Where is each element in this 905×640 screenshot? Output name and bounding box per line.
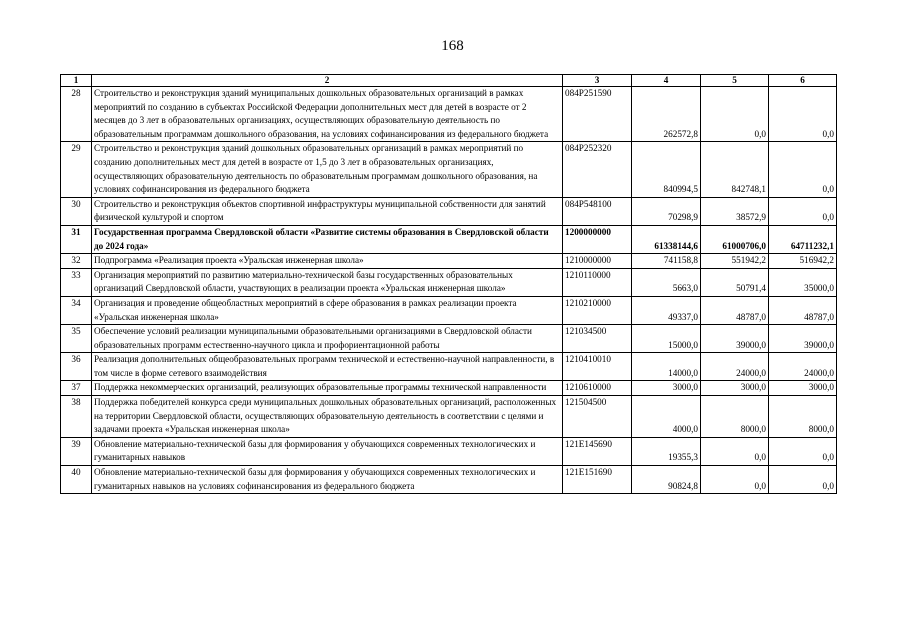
table-row	[61, 381, 837, 396]
value-col-5: 0,0	[701, 466, 769, 494]
value-col-5: 38572,9	[701, 197, 769, 225]
row-description: Подпрограмма «Реализация проекта «Уральская инженерная школа»	[92, 254, 563, 269]
value-col-6: 39000,0	[769, 325, 837, 353]
row-code: 121E145690	[563, 437, 632, 465]
header-cell: 5	[701, 75, 769, 87]
header-cell: 1	[61, 75, 92, 87]
value-col-5: 61000706,0	[701, 225, 769, 253]
table-header-row	[61, 75, 837, 87]
value-col-4: 4000,0	[632, 396, 701, 438]
table-row	[61, 325, 837, 353]
value-col-6: 0,0	[769, 437, 837, 465]
row-description: Организация мероприятий по развитию материально-технической базы государственных образовательных организаций Свердловской области, участвующих в реализации проекта «Уральская инженерная школа»	[92, 268, 563, 296]
row-code: 121504500	[563, 396, 632, 438]
value-col-6: 516942,2	[769, 254, 837, 269]
row-description: Строительство и реконструкция зданий муниципальных дошкольных образовательных организаций в рамках мероприятий по созданию в субъектах Российской Федерации дополнительных мест для детей в возрасте от 2 месяцев до 3 лет в образовательных организациях, осуществляющих образовательную деятельность по образовательным программам дошкольного образования, на условиях софинансирования из федерального бюджета	[92, 87, 563, 142]
page-number: 168	[441, 38, 464, 54]
value-col-4: 61338144,6	[632, 225, 701, 253]
row-description: Поддержка победителей конкурса среди муниципальных дошкольных образовательных организаций, расположенных на территории Свердловской области, осуществляющих образовательную деятельность в соответствии с целями и задачами проекта «Уральская инженерная школа»	[92, 396, 563, 438]
row-description: Поддержка некоммерческих организаций, реализующих образовательные программы технической направленности	[92, 381, 563, 396]
row-number: 30	[61, 197, 92, 225]
budget-table	[60, 74, 837, 494]
row-number: 36	[61, 353, 92, 381]
row-number: 33	[61, 268, 92, 296]
header-cell: 6	[769, 75, 837, 87]
value-col-6: 0,0	[769, 142, 837, 197]
table-row	[61, 254, 837, 269]
row-description: Обновление материально-технической базы для формирования у обучающихся современных технологических и гуманитарных навыков	[92, 437, 563, 465]
row-number: 39	[61, 437, 92, 465]
value-col-5: 0,0	[701, 437, 769, 465]
value-col-5: 3000,0	[701, 381, 769, 396]
value-col-5: 50791,4	[701, 268, 769, 296]
value-col-6: 3000,0	[769, 381, 837, 396]
table-row	[61, 466, 837, 494]
row-code: 1210610000	[563, 381, 632, 396]
table-row	[61, 197, 837, 225]
row-description: Реализация дополнительных общеобразовательных программ технической и естественно-научной направленности, в том числе в форме сетевого взаимодействия	[92, 353, 563, 381]
value-col-6: 64711232,1	[769, 225, 837, 253]
value-col-4: 70298,9	[632, 197, 701, 225]
table-row	[61, 268, 837, 296]
value-col-5: 842748,1	[701, 142, 769, 197]
value-col-4: 5663,0	[632, 268, 701, 296]
header-cell: 2	[92, 75, 563, 87]
row-number: 31	[61, 225, 92, 253]
value-col-4: 840994,5	[632, 142, 701, 197]
table-row	[61, 296, 837, 324]
value-col-6: 24000,0	[769, 353, 837, 381]
value-col-6: 0,0	[769, 197, 837, 225]
value-col-5: 8000,0	[701, 396, 769, 438]
value-col-5: 48787,0	[701, 296, 769, 324]
row-code: 121E151690	[563, 466, 632, 494]
table-row	[61, 142, 837, 197]
value-col-5: 24000,0	[701, 353, 769, 381]
row-number: 29	[61, 142, 92, 197]
value-col-6: 8000,0	[769, 396, 837, 438]
row-description: Строительство и реконструкция зданий дошкольных образовательных организаций в рамках мероприятий по созданию дополнительных мест для детей в возрасте от 1,5 до 3 лет в образовательных организациях, осуществляющих образовательную деятельность по образовательным программам дошкольного образования, на условиях софинансирования из федерального бюджета	[92, 142, 563, 197]
header-cell: 3	[563, 75, 632, 87]
value-col-5: 551942,2	[701, 254, 769, 269]
row-code: 084P252320	[563, 142, 632, 197]
value-col-4: 262572,8	[632, 87, 701, 142]
value-col-6: 48787,0	[769, 296, 837, 324]
value-col-4: 15000,0	[632, 325, 701, 353]
header-cell: 4	[632, 75, 701, 87]
value-col-6: 35000,0	[769, 268, 837, 296]
value-col-4: 14000,0	[632, 353, 701, 381]
value-col-4: 90824,8	[632, 466, 701, 494]
row-code: 084P548100	[563, 197, 632, 225]
row-description: Строительство и реконструкция объектов спортивной инфраструктуры муниципальной собственности для занятий физической культурой и спортом	[92, 197, 563, 225]
value-col-4: 3000,0	[632, 381, 701, 396]
row-number: 40	[61, 466, 92, 494]
row-number: 32	[61, 254, 92, 269]
row-description: Государственная программа Свердловской области «Развитие системы образования в Свердловской области до 2024 года»	[92, 225, 563, 253]
row-description: Организация и проведение общеобластных мероприятий в сфере образования в рамках реализации проекта «Уральская инженерная школа»	[92, 296, 563, 324]
value-col-5: 0,0	[701, 87, 769, 142]
value-col-5: 39000,0	[701, 325, 769, 353]
value-col-4: 49337,0	[632, 296, 701, 324]
row-number: 34	[61, 296, 92, 324]
row-code: 1210410010	[563, 353, 632, 381]
row-description: Обновление материально-технической базы для формирования у обучающихся современных технологических и гуманитарных навыков на условиях софинансирования из федерального бюджета	[92, 466, 563, 494]
row-number: 38	[61, 396, 92, 438]
row-code: 1200000000	[563, 225, 632, 253]
table-row	[61, 87, 837, 142]
table-row	[61, 225, 837, 253]
value-col-6: 0,0	[769, 466, 837, 494]
row-code: 1210110000	[563, 268, 632, 296]
table-row	[61, 437, 837, 465]
row-number: 37	[61, 381, 92, 396]
row-code: 121034500	[563, 325, 632, 353]
table-row	[61, 396, 837, 438]
row-code: 084P251590	[563, 87, 632, 142]
value-col-6: 0,0	[769, 87, 837, 142]
row-number: 28	[61, 87, 92, 142]
row-code: 1210000000	[563, 254, 632, 269]
table-row	[61, 353, 837, 381]
row-number: 35	[61, 325, 92, 353]
value-col-4: 741158,8	[632, 254, 701, 269]
value-col-4: 19355,3	[632, 437, 701, 465]
row-code: 1210210000	[563, 296, 632, 324]
row-description: Обеспечение условий реализации муниципальными образовательными организациями в Свердловской области образовательных программ естественно-научного цикла и профориентационной работы	[92, 325, 563, 353]
